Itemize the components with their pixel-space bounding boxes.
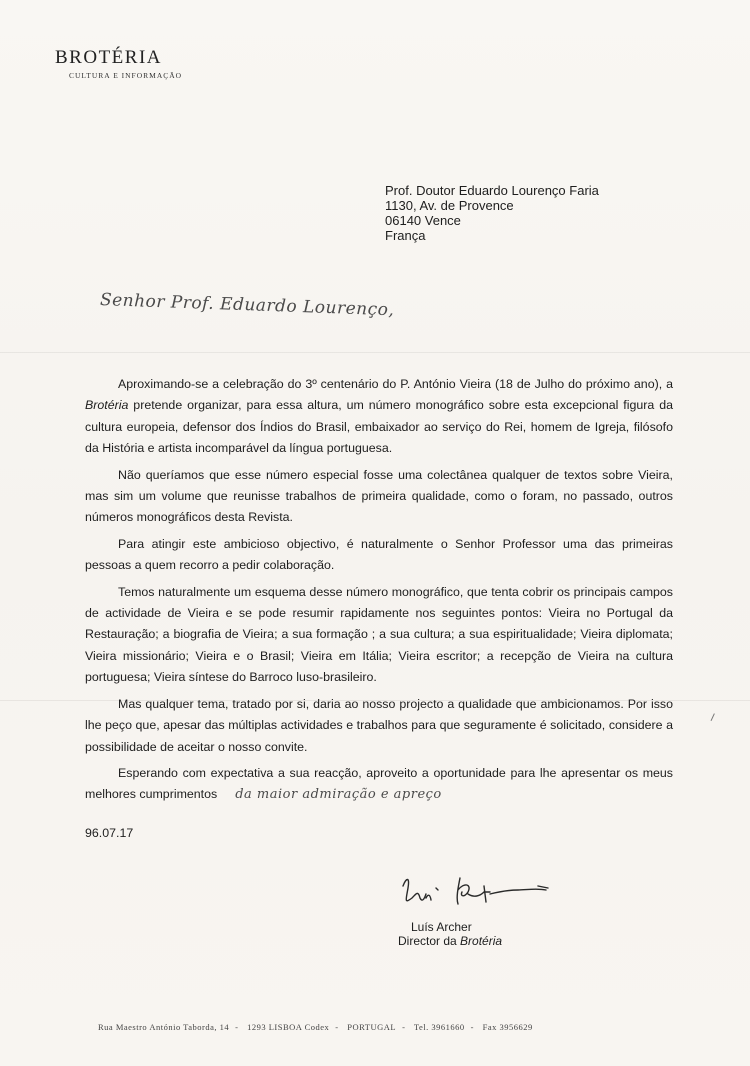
paragraph-text: Aproximando-se a celebração do 3º centenário do P. António Vieira (18 de Julho do próximo ano), a: [118, 377, 673, 391]
footer-city: 1293 LISBOA Codex: [247, 1022, 330, 1032]
paragraph: Para atingir este ambicioso objectivo, é naturalmente o Senhor Professor uma das primeiras pessoas a quem recorro a pedir colaboração.: [85, 536, 673, 573]
footer-country: PORTUGAL: [347, 1022, 397, 1032]
address-line: Prof. Doutor Eduardo Lourenço Faria: [385, 183, 599, 198]
letter-date: 96.07.17: [85, 826, 134, 840]
brand-name: BROTÉRIA: [55, 47, 162, 68]
paragraph: Temos naturalmente um esquema desse número monográfico, que tenta cobrir os principais campos de actividade de Vieira e se pode resumir rapidamente nos seguintes pontos: Vieira no Portugal da Restauração; a biografia de Vieira; a sua formação ; a sua cultura; a sua espiritualidade; Vieira diplomata; Vieira missionário; Vieira e o Brasil; Vieira em Itália; Vieira escritor; a recepção de Vieira na cultura portuguesa; Vieira síntese do Barroco luso-brasileiro.: [85, 584, 673, 685]
letterhead: [55, 48, 255, 80]
footer-separator: -: [470, 1022, 474, 1032]
footer-phone: Tel. 3961660: [413, 1022, 465, 1032]
footer-separator: -: [402, 1022, 406, 1032]
paragraph-text: pretende organizar, para essa altura, um número monográfico sobre esta excepcional figura da cultura europeia, defensor dos Índios do Brasil, embaixador ao serviço do Rei, homem de Igreja, filósofo da História e artista incomparável da língua portuguesa.: [85, 398, 673, 456]
journal-name: Brotéria: [85, 398, 129, 413]
footer-separator: -: [235, 1022, 239, 1032]
footer-separator: -: [335, 1022, 339, 1032]
recipient-address: [385, 183, 599, 243]
paragraph: Mas qualquer tema, tratado por si, daria ao nosso projecto a qualidade que ambicionamos. Por isso lhe peço que, apesar das múltiplas actividades e trabalhos para que seguramente é solicitado, considere a possibilidade de aceitar o nosso convite.: [85, 696, 673, 754]
footer-fax: Fax 3956629: [482, 1022, 533, 1032]
paragraph: [85, 763, 673, 806]
paragraph: Não queríamos que esse número especial fosse uma colectânea qualquer de textos sobre Vieira, mas sim um volume que reunisse trabalhos de primeira qualidade, como o foram, no passado, outros números monográficos desta Revista.: [85, 467, 673, 525]
signer-title: [398, 934, 502, 948]
footer-address: Rua Maestro António Taborda, 14: [98, 1022, 230, 1032]
address-line: França: [385, 228, 426, 243]
handwritten-salutation: Senhor Prof. Eduardo Lourenço,: [99, 290, 395, 321]
paragraph-text: Esperando com expectativa a sua reacção, aproveito a oportunidade para lhe apresentar os meus melhores cumprimentos: [85, 765, 673, 802]
signer-block: [398, 920, 502, 948]
signature-image: [398, 868, 558, 918]
letterhead-footer: [98, 1022, 539, 1032]
address-line: 1130, Av. de Provence: [385, 198, 514, 213]
paragraph: [85, 374, 673, 460]
handwritten-closing: da maior admiração e apreço: [235, 787, 442, 803]
fold-line: [0, 352, 750, 353]
brand-tagline: CULTURA E INFORMAÇÃO: [69, 71, 183, 80]
signer-name: Luís Archer: [411, 920, 472, 934]
letter-body: [85, 374, 673, 811]
address-line: 06140 Vence: [385, 213, 461, 228]
journal-name: Brotéria: [460, 934, 503, 948]
stray-mark: [711, 713, 719, 722]
signer-title-text: Director da: [398, 934, 461, 948]
